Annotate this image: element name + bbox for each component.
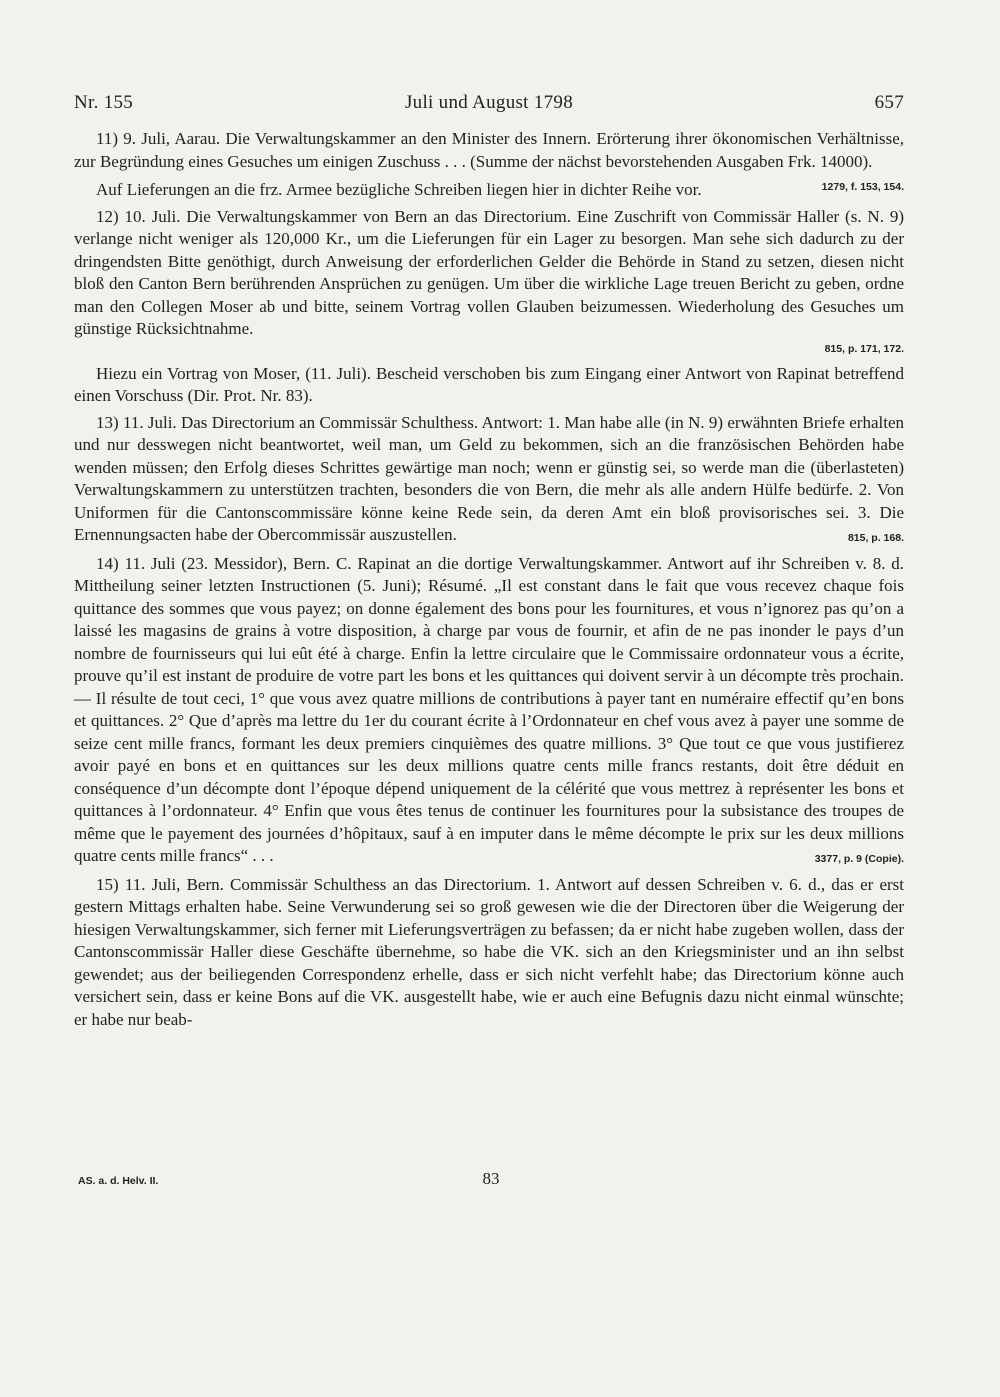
entry-14: [74, 553, 904, 868]
entry-text: 15) 11. Juli, Bern. Commissär Schulthess an das Directorium. 1. Antwort auf dessen Schreiben v. 6. d., das er erst gestern Mittags erhalten habe. Seine Verwunderung sei so groß gewesen wie die der Directoren über die Weigerung der hiesigen Verwaltungskammer, sich ferner mit Lieferungsverträgen zu befassen; da er nicht habe zugeben wollen, dass der Cantonscommissär Haller diese Geschäfte übernehme, so habe die VK. sich an den Kriegsminister und an ihn selbst gewendet; aus der beiliegenden Correspondenz erhelle, dass er sich nicht verfehlt habe; das Directorium könne auch versichert sein, dass er keine Bons auf die VK. ausgestellt habe, wie er auch eine Befugnis dazu nicht einmal wünschte; er habe nur beab-: [74, 874, 904, 1029]
document-number: Nr. 155: [74, 92, 134, 113]
header-title: Juli und August 1798: [404, 92, 574, 113]
running-header: [74, 92, 904, 118]
archive-reference: 3377, p. 9 (Copie).: [814, 853, 904, 865]
signature-mark: AS. a. d. Helv. II.: [78, 1175, 159, 1187]
archive-reference: 815, p. 171, 172.: [824, 342, 904, 355]
archive-reference: 815, p. 168.: [847, 532, 904, 544]
archive-reference: 1279, f. 153, 154.: [821, 181, 904, 193]
entry-text: 12) 10. Juli. Die Verwaltungskammer von Bern an das Directorium. Eine Zuschrift von Commissär Haller (s. N. 9) verlange nicht weniger als 120,000 Kr., um die Lieferungen für ein Lager zu besorgen. Man sehe sich dadurch zu der dringendsten Bitte genöthigt, durch Anweisung der erforderlichen Gelder die Behörde in Stand zu setzen, diesen nicht bloß den Canton Bern berührenden Ansprüchen zu genügen. Um über die wirkliche Lage treuen Bericht zu geben, ordne man den Collegen Moser ab und bitte, seinem Vortrag vollen Glauben beizumessen. Wiederholung des Gesuches um günstige Rücksichtnahme.: [74, 206, 904, 338]
entry-text: Auf Lieferungen an die frz. Armee bezügliche Schreiben liegen hier in dichter Reihe vor.: [96, 180, 702, 199]
entry-text: 13) 11. Juli. Das Directorium an Commissär Schulthess. Antwort: 1. Man habe alle (in N. 9) erwähnten Briefe erhalten und nur desswegen nicht beantwortet, weil man, um Geld zu bekommen, sich an die französischen Behörden habe wenden müssen; den Erfolg dieses Schrittes gewärtige man noch; wenn er günstig sei, so werde man die (überlasteten) Verwaltungskammern zu unterstützen trachten, besonders die von Bern, die mehr als alle andern Hülfe bedürfe. 2. Von Uniformen für die Cantonscommissäre könne keine Rede sein, da deren Amt ein bloß provisorisches sei. 3. Die Ernennungsacten habe der Obercommissär auszustellen.: [74, 412, 904, 544]
entry-12: [74, 206, 904, 357]
page-body: [74, 128, 904, 1037]
entry-note: [74, 363, 904, 408]
sheet-number: 83: [482, 1169, 500, 1188]
entry-15: [74, 874, 904, 1032]
entry-note: [74, 179, 904, 202]
entry-text: Hiezu ein Vortrag von Moser, (11. Juli). Bescheid verschoben bis zum Eingang einer Antwort von Rapinat betreffend einen Vorschuss (Dir. Prot. Nr. 83).: [74, 363, 904, 405]
entry-text: 14) 11. Juli (23. Messidor), Bern. C. Rapinat an die dortige Verwaltungskammer. Antwort auf ihr Schreiben v. 8. d. Mittheilung seiner letzten Instructionen (5. Juni); Résumé. „Il est constant dans le fait que vous recevez chaque fois quittance des sommes que vous payez; on donne également des bons pour les fournitures, et vous n’ignorez pas qu’on a laissé les magasins de grains à votre disposition, à charge par vous de fournir, et afin de ne pas inonder le pays d’un nombre de fournisseurs qui lui eût été à charge. Enfin la lettre circulaire que le Commissaire ordonnateur vous a écrite, prouve qu’il est instant de produire de votre part les bons et les quittances qui doivent servir à un décompte très prochain. — Il résulte de tout ceci, 1° que vous avez quatre millions de contributions à payer tant en numéraire effectif qu’en bons et quittances. 2° Que d’après ma lettre du 1er du courant écrite à l’Ordonnateur en chef vous avez à payer une somme de seize cent mille francs, formant les deux premiers cinquièmes des quatre millions. 3° Que tout ce que vous justifierez avoir payé en bons et en quittances sur les deux millions quatre cents mille francs restants, doit être déduit en conséquence d’un décompte dont l’époque dépend uniquement de la célérité que vous mettrez à représenter les bons et quittances à l’ordonnateur. 4° Enfin que vous êtes tenus de continuer les fournitures pour la subsistance des troupes de même que le payement des journées d’hôpitaux, sauf à en imputer dans le même décompte le prix sur les deux millions quatre cents mille francs“ . . .: [74, 553, 904, 865]
page-number: 657: [874, 92, 904, 113]
page-footer: [78, 1169, 904, 1193]
entry-text: 11) 9. Juli, Aarau. Die Verwaltungskammer an den Minister des Innern. Erörterung ihrer ökonomischen Verhältnisse, zur Begründung eines Gesuches um einigen Zuschuss . . . (Summe der nächst bevorstehenden Ausgaben Frk. 14000).: [74, 129, 904, 171]
entry-13: [74, 412, 904, 547]
